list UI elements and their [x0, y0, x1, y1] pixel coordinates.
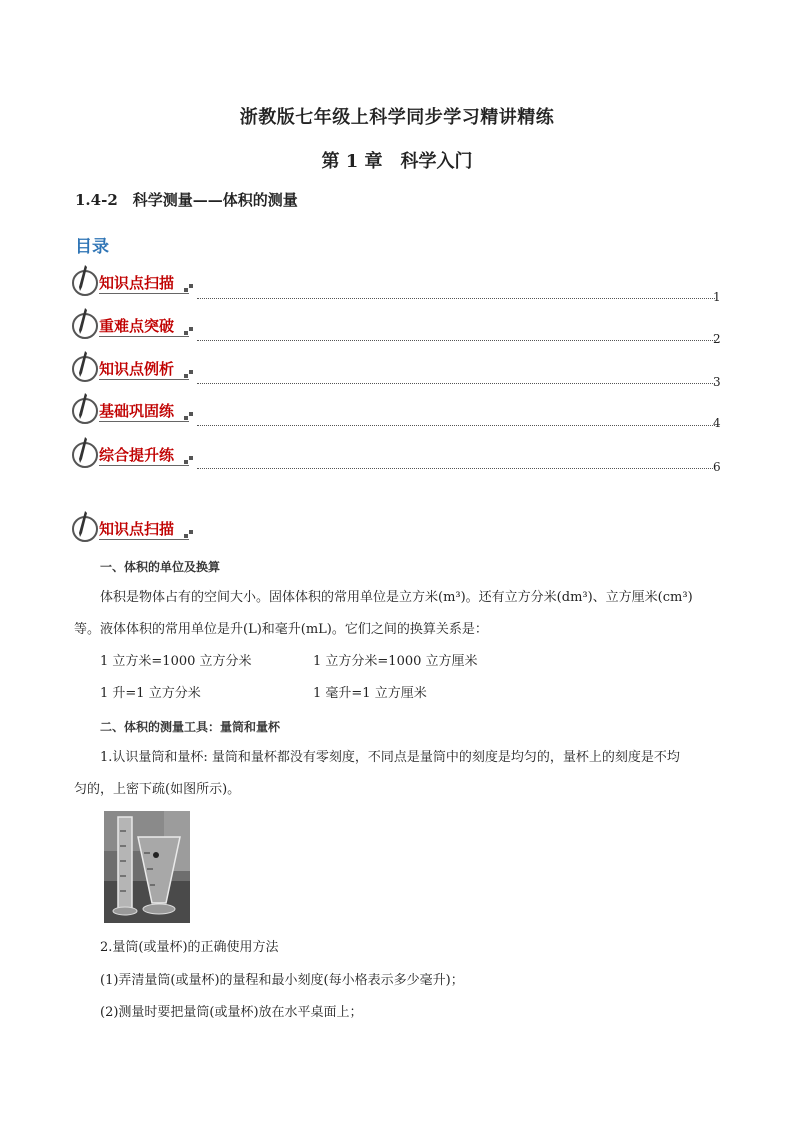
- brush-icon: [78, 308, 88, 338]
- brush-icon: [78, 511, 88, 541]
- divider: [99, 379, 189, 380]
- toc-page-number: 4: [713, 416, 721, 430]
- conversion-2: 1 立方分米=1000 立方厘米: [313, 654, 478, 669]
- toc-label: 重难点突破: [99, 317, 175, 335]
- conversion-3: 1 升=1 立方分米: [100, 686, 201, 701]
- decor-square: [189, 412, 193, 416]
- toc-label: 知识点扫描: [99, 274, 175, 292]
- toc-page-number: 6: [713, 460, 721, 474]
- subheading-units: 一、体积的单位及换算: [100, 560, 221, 574]
- toc-label: 基础巩固练: [99, 402, 175, 420]
- divider: [99, 421, 189, 422]
- measuring-cylinder-photo: [104, 811, 190, 923]
- brush-icon: [78, 437, 88, 467]
- paragraph-line: 体积是物体占有的空间大小。固体体积的常用单位是立方米(m³)。还有立方分米(dm³)、立方厘米(cm³): [100, 590, 693, 605]
- section-title: 1.4-2 科学测量——体积的测量: [75, 191, 298, 209]
- toc-heading: 目录: [75, 237, 109, 257]
- decor-square: [189, 456, 193, 460]
- paragraph-step-2: (2)测量时要把量筒(或量杯)放在水平桌面上；: [100, 1005, 363, 1020]
- brush-icon: [78, 265, 88, 295]
- toc-page-number: 2: [713, 332, 721, 346]
- toc-leader: [197, 425, 715, 426]
- divider: [99, 293, 189, 294]
- toc-item-4[interactable]: [72, 396, 197, 428]
- section-badge-label: 知识点扫描: [99, 520, 175, 538]
- paragraph-line: 等。液体体积的常用单位是升(L)和毫升(mL)。它们之间的换算关系是：: [74, 622, 488, 637]
- decor-square: [184, 460, 188, 464]
- decor-square: [184, 374, 188, 378]
- divider: [99, 465, 189, 466]
- toc-leader: [197, 340, 715, 341]
- divider: [99, 336, 189, 337]
- paragraph-line: 1.认识量筒和量杯: 量筒和量杯都没有零刻度，不同点是量筒中的刻度是均匀的，量杯上的刻度是不均: [100, 750, 680, 765]
- toc-page-number: 3: [713, 375, 721, 389]
- decor-square: [189, 284, 193, 288]
- section-badge: [72, 514, 197, 546]
- decor-square: [189, 327, 193, 331]
- paragraph-cylinder: [74, 742, 724, 806]
- toc-leader: [197, 468, 715, 469]
- subheading-tools: 二、体积的测量工具：量筒和量杯: [100, 720, 281, 734]
- paragraph-line: 匀的，上密下疏(如图所示)。: [74, 782, 241, 797]
- divider: [99, 539, 189, 540]
- conversion-4: 1 毫升=1 立方厘米: [313, 686, 427, 701]
- decor-square: [184, 331, 188, 335]
- toc-leader: [197, 298, 715, 299]
- decor-square: [189, 530, 193, 534]
- decor-square: [184, 534, 188, 538]
- toc-item-1[interactable]: [72, 268, 197, 300]
- toc-item-3[interactable]: [72, 354, 197, 386]
- chapter-title: 第 1 章 科学入门: [321, 151, 473, 172]
- paragraph-step-1: (1)弄清量筒(或量杯)的量程和最小刻度(每小格表示多少毫升)；: [100, 973, 464, 988]
- decor-square: [184, 416, 188, 420]
- decor-square: [189, 370, 193, 374]
- toc-item-2[interactable]: [72, 311, 197, 343]
- paragraph-volume: [74, 582, 724, 646]
- toc-item-5[interactable]: [72, 440, 197, 472]
- decor-square: [184, 288, 188, 292]
- toc-label: 综合提升练: [99, 446, 175, 464]
- brush-icon: [78, 393, 88, 423]
- brush-icon: [78, 351, 88, 381]
- toc-page-number: 1: [713, 290, 721, 304]
- toc-label: 知识点例析: [99, 360, 175, 378]
- toc-leader: [197, 383, 715, 384]
- conversion-1: 1 立方米=1000 立方分米: [100, 654, 252, 669]
- document-title: 浙教版七年级上科学同步学习精讲精练: [239, 107, 555, 128]
- paragraph-usage: 2.量筒(或量杯)的正确使用方法: [100, 940, 279, 955]
